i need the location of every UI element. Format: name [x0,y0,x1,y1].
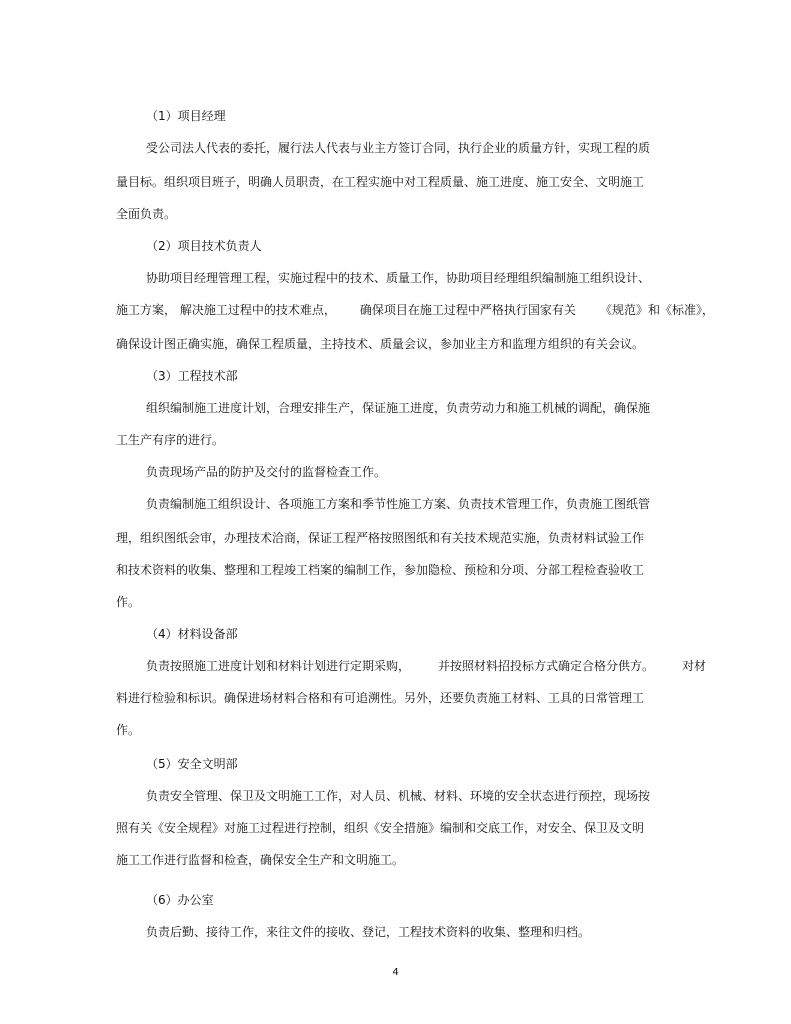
line-segment: 负责按照施工进度计划和材料计划进行定期采购， [146,659,411,673]
line-segment: 并按照材料招投标方式确定合格分供方。 [437,659,654,673]
paragraph-line: 负责现场产品的防护及交付的监督检查工作。 [146,465,387,479]
paragraph-line: 理，组织图纸会审，办理技术洽商，保证工程严格按照图纸和有关技术规范实施，负责材料试验工作 [116,531,645,545]
line-segment: 《规范》和《标准》， [599,303,714,317]
paragraph-line: 全面负责。 [116,207,177,221]
paragraph-line: 工生产有序的进行。 [116,433,225,447]
paragraph-line-justified [116,302,714,318]
section-heading-office: （6）办公室 [146,893,214,907]
paragraph-line: 受公司法人代表的委托，履行法人代表与业主方签订合同，执行企业的质量方针，实现工程的质 [146,141,651,155]
paragraph-line: 确保设计图正确实施，确保工程质量，主持技术、质量会议，参加业主方和监理方组织的有关会议。 [116,337,645,351]
line-segment: 对材 [681,659,706,673]
paragraph-line: 组织编制施工进度计划，合理安排生产，保证施工进度，负责劳动力和施工机械的调配，确保施 [146,401,651,415]
paragraph-line: 作。 [116,723,141,737]
paragraph-line: 量目标。组织项目班子，明确人员职责，在工程实施中对工程质量、施工进度、施工安全、文明施工 [116,175,645,189]
paragraph-line: 料进行检验和标识。确保进场材料合格和有可追溯性。另外，还要负责施工材料、工具的日常管理工 [116,691,645,705]
paragraph-line: 负责安全管理、保卫及文明施工工作，对人员、机械、材料、环境的安全状态进行预控，现场按 [146,789,651,803]
paragraph-line: 负责编制施工组织设计、各项施工方案和季节性施工方案、负责技术管理工作，负责施工图纸管 [146,497,651,511]
paragraph-line: 协助项目经理管理工程，实施过程中的技术、质量工作，协助项目经理组织编制施工组织设计、 [146,271,651,285]
paragraph-line-justified [146,658,706,674]
section-heading-technical-lead: （2）项目技术负责人 [146,239,262,253]
line-segment: 施工方案， 解决施工过程中的技术难点， [116,303,336,317]
section-heading-materials-dept: （4）材料设备部 [146,627,238,641]
paragraph-line: 施工工作进行监督和检查，确保安全生产和文明施工。 [116,853,405,867]
section-heading-engineering-dept: （3）工程技术部 [146,369,238,383]
section-heading-safety-dept: （5）安全文明部 [146,757,238,771]
section-heading-project-manager: （1）项目经理 [146,109,226,123]
paragraph-line: 负责后勤、接待工作，来往文件的接收、登记，工程技术资料的收集、整理和归档。 [146,925,591,939]
paragraph-line: 和技术资料的收集、整理和工程竣工档案的编制工作，参加隐检、预检和分项、分部工程检查验收工 [116,563,645,577]
paragraph-line: 作。 [116,595,141,609]
line-segment: 确保项目在施工过程中严格执行国家有关 [359,303,576,317]
page-number: 4 [392,967,399,978]
paragraph-line: 照有关《安全规程》对施工过程进行控制，组织《安全措施》编制和交底工作，对安全、保卫及文明 [116,821,645,835]
